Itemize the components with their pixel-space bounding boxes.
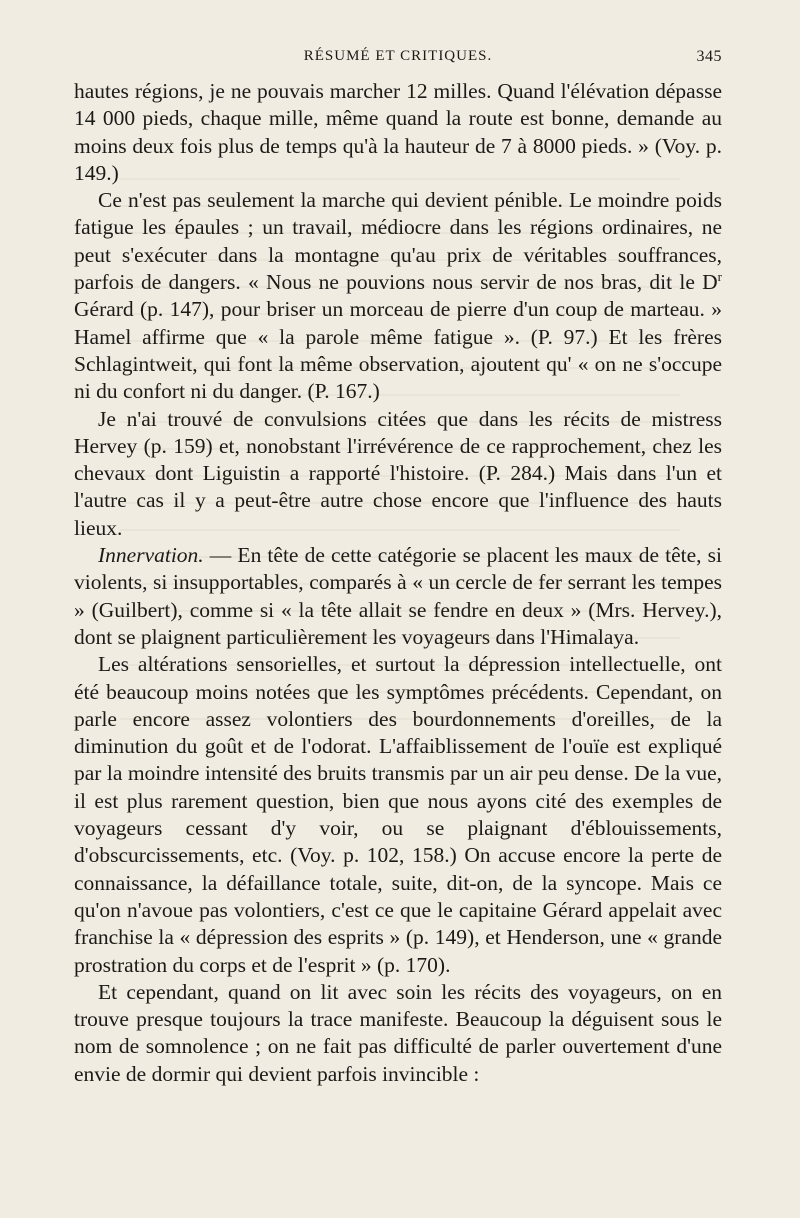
paragraph-2 xyxy=(74,187,722,405)
paragraph-6 xyxy=(74,979,722,1088)
page-number: 345 xyxy=(696,48,722,65)
running-head xyxy=(74,48,722,74)
running-title: RÉSUMÉ ET CRITIQUES. xyxy=(303,48,493,64)
body-text xyxy=(74,78,722,1088)
paragraph-2-text-b: Gérard (p. 147), pour briser un morceau de pierre d'un coup de marteau. » Hamel affirme que « la parole même fatigue ». (P. 97.) Et les frères Schlagintweit, qui font la même observation, ajoutent qu' « on ne s'occupe ni du confort ni du danger. (P. 167.) xyxy=(74,297,722,404)
paragraph-3-text: Je n'ai trouvé de convulsions citées que dans les récits de mistress Hervey (p. 159) et, nonobstant l'irrévérence de ce rapprochement, chez les chevaux dont Liguistin a rapporté l'histoire. (P. 284.) Mais dans l'un et l'autre cas il y a peut-être autre chose encore que l'influence des hauts lieux. xyxy=(74,406,722,540)
paragraph-1-text: hautes régions, je ne pouvais marcher 12 milles. Quand l'élévation dépasse 14 000 pieds, chaque mille, même quand la route est bonne, demande au moins deux fois plus de temps qu'à la hauteur de 7 à 8000 pieds. » (Voy. p. 149.) xyxy=(74,79,722,185)
paragraph-2-superscript: r xyxy=(717,268,722,284)
paragraph-4-text: — En tête de cette catégorie se placent les maux de tête, si violents, si insupportables, comparés à « un cercle de fer serrant les tempes » (Guilbert), comme si « la tête allait se fendre en deux » (Mrs. Hervey.), dont se plaignent particulièrement les voyageurs dans l'Himalaya. xyxy=(74,543,722,649)
paragraph-1 xyxy=(74,78,722,187)
paragraph-3 xyxy=(74,406,722,542)
paragraph-6-text: Et cependant, quand on lit avec soin les récits des voyageurs, on en trouve presque toujours la trace manifeste. Beaucoup la déguisent sous le nom de somnolence ; on ne fait pas difficulté de parler ouvertement d'une envie de dormir qui devient parfois invincible : xyxy=(74,979,722,1086)
paragraph-4-heading: Innervation. xyxy=(98,543,204,568)
paragraph-4 xyxy=(74,542,722,651)
paragraph-5 xyxy=(74,651,722,979)
paragraph-2-text-a: Ce n'est pas seulement la marche qui devient pénible. Le moindre poids fatigue les épaules ; un travail, médiocre dans les régions ordinaires, ne peut s'exécuter dans la montagne qu'au prix de véritables souffrances, parfois de dangers. « Nous ne pouvions nous servir de nos bras, dit le D xyxy=(74,188,722,295)
paragraph-5-text: Les altérations sensorielles, et surtout la dépression intellectuelle, ont été beaucoup moins notées que les symptômes précédents. Cependant, on parle encore assez volontiers des bourdonnements d'oreilles, de la diminution du goût et de l'odorat. L'affaiblissement de l'ouïe est expliqué par la moindre intensité des bruits transmis par un air peu dense. De la vue, il est plus rarement question, bien que nous ayons cité des exemples de voyageurs cessant d'y voir, ou se plaignant d'éblouissements, d'obscurcissements, etc. (Voy. p. 102, 158.) On accuse encore la perte de connaissance, la défaillance totale, suite, dit-on, de la syncope. Mais ce qu'on n'avoue pas volontiers, c'est ce que le capitaine Gérard appelait avec franchise la « dépression des esprits » (p. 149), et Henderson, une « grande prostration du corps et de l'esprit » (p. 170). xyxy=(74,652,722,977)
